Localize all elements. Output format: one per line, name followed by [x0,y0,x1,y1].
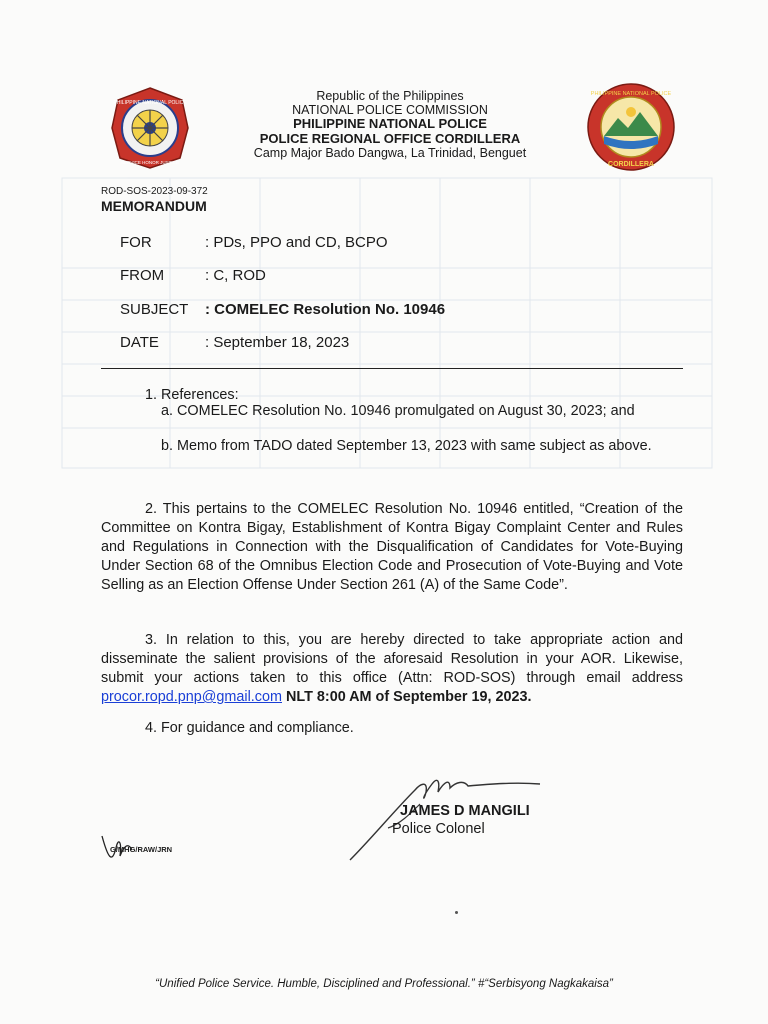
signatory-name: JAMES D MANGILI [400,803,530,819]
header-divider [101,368,683,369]
memo-for-label: FOR [120,234,152,251]
memo-date-value: : September 18, 2023 [205,334,350,351]
memo-subject-value: : COMELEC Resolution No. 10946 [205,301,446,318]
pnp-seal-logo [110,86,190,170]
reference-a: a. COMELEC Resolution No. 10946 promulgated on August 30, 2023; and [161,403,635,419]
references-heading: 1. References: [145,387,239,403]
email-link[interactable]: procor.ropd.pnp@gmail.com [101,689,282,705]
memo-subject-label: SUBJECT [120,301,189,318]
memo-from-value: : C, ROD [205,267,266,284]
left-seal-top-text: PHILIPPINE NATIONAL POLICE [113,100,187,106]
initials-text: G/MHG/RAW/JRN [110,845,173,854]
memo-title: MEMORANDUM [101,198,207,214]
signatory-rank: Police Colonel [392,821,485,837]
memo-from-label: FROM [120,267,165,284]
header-address: Camp Major Bado Dangwa, La Trinidad, Benguet [253,146,527,160]
header-commission: NATIONAL POLICE COMMISSION [292,103,488,117]
right-seal-top-text: PHILIPPINE NATIONAL POLICE [590,91,672,97]
header-office: POLICE REGIONAL OFFICE CORDILLERA [259,131,521,146]
deadline-text: NLT 8:00 AM of September 19, 2023. [286,689,532,705]
header-agency: PHILIPPINE NATIONAL POLICE [293,116,487,131]
memo-reference-number: ROD-SOS-2023-09-372 [101,186,208,197]
left-seal-bottom-text: SERVICE HONOR JUSTICE [121,160,179,165]
right-seal-bottom-text: CORDILLERA [608,161,654,168]
paragraph-2: 2. This pertains to the COMELEC Resolution No. 10946 entitled, “Creation of the Committee on Kontra Bigay, Establishment of Kontra Bigay Complaint Center and Rules and Regulations in Connection with the Disqualification of Candidates for Vote-Buying Under Section 68 of the Omnibus Election Code and Prosecution of Vote-Buying and Vote Selling as an Election Offense Under Section 261 (A) of the Same Code”. [101,501,683,593]
reference-b: b. Memo from TADO dated September 13, 2023 with same subject as above. [161,438,652,454]
footer-motto: “Unified Police Service. Humble, Disciplined and Professional.” #“Serbisyong Nagkakaisa” [155,978,613,990]
pro-cordillera-seal-logo [586,82,676,172]
paragraph-3-text: 3. In relation to this, you are hereby directed to take appropriate action and disseminate the salient provisions of the aforesaid Resolution in your AOR. Likewise, submit your actions taken to this office (Attn: ROD-SOS) through email address [101,632,683,686]
paragraph-4: 4. For guidance and compliance. [145,720,354,736]
paragraph-3 [101,631,683,707]
memo-date-label: DATE [120,334,159,351]
header-republic: Republic of the Philippines [316,89,464,103]
memo-for-value: : PDs, PPO and CD, BCPO [205,234,388,251]
stray-mark [455,911,458,914]
